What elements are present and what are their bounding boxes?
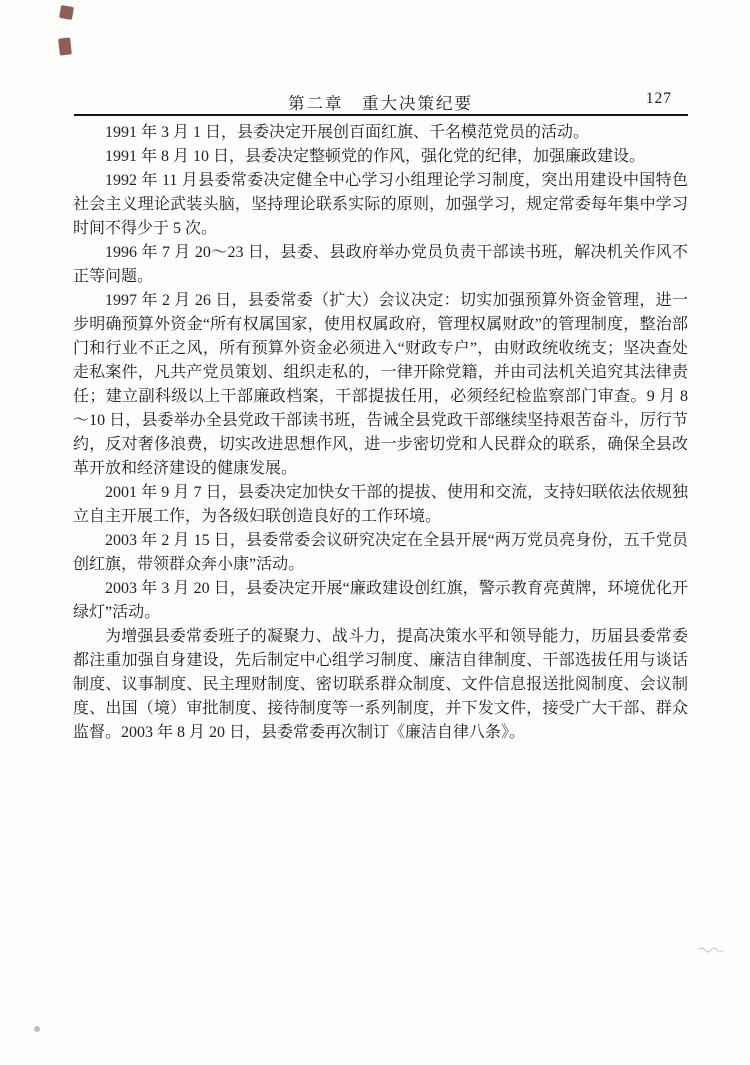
paragraph: 1992 年 11 月县委常委决定健全中心学习小组理论学习制度，突出用建设中国特色社会主义理论武装头脑，坚持理论联系实际的原则，加强学习，规定常委每年集中学习时间不得少于 5 次。: [73, 172, 688, 237]
paragraph: 2001 年 9 月 7 日，县委决定加快女干部的提拔、使用和交流，支持妇联依法依规独立自主开展工作，为各级妇联创造良好的工作环境。: [73, 484, 688, 525]
scan-artifact: [58, 37, 72, 55]
paragraph: 2003 年 3 月 20 日，县委决定开展“廉政建设创红旗，警示教育亮黄牌，环境优化开绿灯”活动。: [73, 580, 688, 621]
paragraph: 1996 年 7 月 20～23 日，县委、县政府举办党员负责干部读书班，解决机关作风不正等问题。: [73, 244, 688, 285]
paragraph: 1991 年 8 月 10 日，县委决定整顿党的作风，强化党的纪律，加强廉政建设。: [105, 148, 646, 165]
paragraph: 1991 年 3 月 1 日，县委决定开展创百面红旗、千名模范党员的活动。: [105, 124, 590, 141]
header-rule: [74, 114, 688, 116]
running-header: [73, 90, 688, 112]
scan-artifact: [34, 1026, 40, 1032]
scan-artifact: [59, 5, 74, 20]
paragraph: 2003 年 2 月 15 日，县委常委会议研究决定在全县开展“两万党员亮身份，五千党员创红旗，带领群众奔小康”活动。: [73, 532, 688, 573]
page-number: 127: [645, 90, 672, 107]
body-text: [73, 121, 688, 745]
paragraph: 为增强县委常委班子的凝聚力、战斗力，提高决策水平和领导能力，历届县委常委都注重加强自身建设，先后制定中心组学习制度、廉洁自律制度、干部选拔任用与谈话制度、议事制度、民主理财制度、密切联系群众制度、文件信息报送批阅制度、会议制度、出国（境）审批制度、接待制度等一系列制度，并下发文件，接受广大干部、群众监督。2003 年 8 月 20 日，县委常委再次制订《廉洁自律八条》。: [73, 628, 688, 741]
scan-artifact: [698, 942, 724, 952]
chapter-title: 第二章 重大决策纪要: [288, 94, 473, 113]
paragraph: 1997 年 2 月 26 日，县委常委（扩大）会议决定：切实加强预算外资金管理，进一步明确预算外资金“所有权属国家，使用权属政府，管理权属财政”的管理制度，整治部门和行业不正之风，所有预算外资金必须进入“财政专户”，由财政统收统支；坚决查处走私案件，凡共产党员策划、组织走私的，一律开除党籍，并由司法机关追究其法律责任；建立副科级以上干部廉政档案，干部提拔任用，必须经纪检监察部门审查。9 月 8～10 日，县委举办全县党政干部读书班，告诫全县党政干部继续坚持艰苦奋斗，厉行节约，反对奢侈浪费，切实改进思想作风，进一步密切党和人民群众的联系，确保全县改革开放和经济建设的健康发展。: [73, 292, 688, 477]
